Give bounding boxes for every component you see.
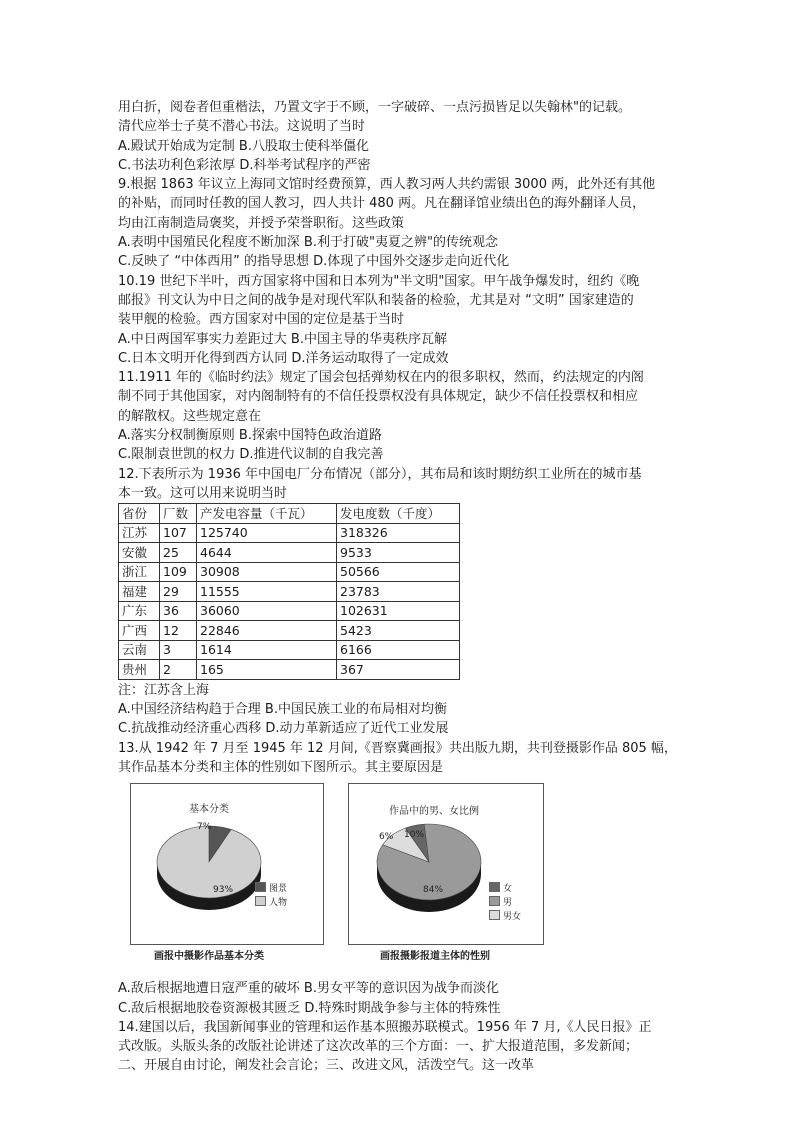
text-line: 9.根据 1863 年议立上海同文馆时经费预算，西人教习两人共约需银 3000 两，此外还有其他: [118, 177, 656, 193]
text-line: 式改版。头版头条的改版社论讲述了这次改革的三个方面：一、扩大报道范围，多发新闻；: [118, 1039, 639, 1055]
table-cell: 36: [160, 601, 197, 621]
table-row: [119, 601, 460, 621]
text-line: 本一致。这可以用来说明当时: [118, 485, 288, 501]
table-cell: 3: [160, 640, 197, 660]
text-line: 的补贴，而同时任教的国人教习，四人共计 480 两。凡在翻译馆业绩出色的海外翻译人员，: [118, 196, 646, 212]
table-cell: 广东: [119, 601, 160, 621]
option-line: C.抗战推动经济重心西移 D.动力革新适应了近代工业发展: [118, 721, 449, 737]
text-line: 制不同于其他国家，对内阁制特有的不信任投票权没有具体规定，缺少不信任投票权和相应: [118, 389, 639, 405]
legend-swatch: [489, 882, 500, 892]
table-row: [119, 582, 460, 602]
option-line: A.中国经济结构趋于合理 B.中国民族工业的布局相对均衡: [118, 702, 447, 718]
text-line: 11.1911 年的《临时约法》规定了国会包括弹劾权在内的很多职权，然而，约法规定的内阁: [118, 370, 644, 386]
pie-chart-svg: [131, 784, 323, 944]
table-cell: 福建: [119, 582, 160, 602]
legend-label: 女: [503, 884, 513, 895]
chart-title: 作品中的男、女比例: [389, 806, 479, 818]
text-line: 10.19 世纪下半叶，西方国家将中国和日本列为"半文明"国家。甲午战争爆发时，纽约《晚: [118, 273, 640, 289]
question-11: [118, 368, 678, 464]
chart-gender-ratio: [348, 783, 544, 945]
table-row: [119, 660, 460, 680]
table-cell: 6166: [337, 640, 460, 660]
pie-data-label: 6%: [379, 832, 394, 843]
table-cell: 22846: [197, 621, 337, 641]
text-line: 清代应举士子莫不潜心书法。这说明了当时: [118, 119, 366, 135]
text-line: 邮报》刊文认为中日之间的战争是对现代军队和装备的检验，尤其是对 “文明” 国家建造的: [118, 292, 634, 308]
table-cell: 102631: [337, 601, 460, 621]
table-cell: 50566: [337, 562, 460, 582]
legend-swatch: [255, 896, 266, 906]
legend-item: [489, 882, 521, 896]
table-cell: 广西: [119, 621, 160, 641]
legend-item: [489, 896, 521, 910]
table-cell: 1614: [197, 640, 337, 660]
text-line: 二、开展自由讨论，阐发社会言论；三、改进文风，活泼空气。这一改革: [118, 1058, 535, 1074]
table-cell: 125740: [197, 523, 337, 543]
legend-label: 男女: [503, 912, 522, 923]
text-line: 用白折，阅卷者但重楷法，乃置文字于不顾，一字破碎、一点污损皆足以失翰林"的记载。: [118, 100, 631, 115]
text-line: 的解散权。这些规定意在: [118, 408, 262, 424]
pie-data-label: 84%: [423, 885, 444, 896]
table-cell: 165: [197, 660, 337, 680]
option-line: A.落实分权制衡原则 B.探索中国特色政治道路: [118, 428, 382, 444]
pie-data-label: 93%: [213, 885, 234, 896]
legend-swatch: [255, 882, 266, 892]
option-line: A.中日两国军事实力差距过大 B.中国主导的华夷秩序瓦解: [118, 331, 447, 347]
table-cell: 36060: [197, 601, 337, 621]
legend-swatch: [489, 896, 500, 906]
option-line: C.日本文明开化得到西方认同 D.洋务运动取得了一定成效: [118, 350, 449, 366]
legend-label: 图景: [269, 884, 288, 895]
table-header-row: [119, 504, 460, 524]
exam-page: [118, 98, 678, 1076]
charts-figure: [118, 783, 678, 975]
legend-label: 人物: [269, 898, 288, 909]
chart-caption: 画报中摄影作品基本分类: [154, 951, 264, 963]
table-row: [119, 543, 460, 563]
table-header-cell: 省份: [119, 504, 160, 524]
option-line: C.敌后根据地胶卷资源极其匮乏 D.特殊时期战争参与主体的特殊性: [118, 1000, 501, 1016]
table-cell: 109: [160, 562, 197, 582]
table-row: [119, 523, 460, 543]
table-cell: 23783: [337, 582, 460, 602]
option-line: C.书法功利色彩浓厚 D.科举考试程序的严密: [118, 157, 371, 173]
chart-legend: [489, 882, 521, 924]
table-cell: 9533: [337, 543, 460, 563]
text-line: 12.下表所示为 1936 年中国电厂分布情况（部分），其布局和该时期纺织工业所在的城市基: [118, 466, 642, 482]
text-line: 装甲舰的检验。西方国家对中国的定位是基于当时: [118, 312, 405, 328]
option-line: A.殿试开始成为定制 B.八股取士使科举僵化: [118, 138, 369, 154]
option-line: C.限制袁世凯的权力 D.推进代议制的自我完善: [118, 447, 384, 463]
chart-legend: [255, 882, 287, 910]
text-line: 其作品基本分类和主体的性别如下图所示。其主要原因是: [118, 759, 444, 775]
table-cell: 12: [160, 621, 197, 641]
question-10: [118, 272, 678, 368]
table-header-cell: 发电度数（千度）: [337, 504, 460, 524]
question-9: [118, 175, 678, 271]
table-row: [119, 640, 460, 660]
table-cell: 318326: [337, 523, 460, 543]
question-12: [118, 465, 678, 739]
table-cell: 4644: [197, 543, 337, 563]
table-row: [119, 562, 460, 582]
table-cell: 浙江: [119, 562, 160, 582]
table-cell: 云南: [119, 640, 160, 660]
question-13: [118, 739, 678, 1018]
chart-title: 基本分类: [189, 804, 229, 816]
legend-label: 男: [503, 898, 513, 909]
table-cell: 江苏: [119, 523, 160, 543]
table-cell: 367: [337, 660, 460, 680]
legend-swatch: [489, 910, 500, 920]
question-14: [118, 1018, 678, 1076]
option-line: A.表明中国殖民化程度不断加深 B.利于打破"夷夏之辨"的传统观念: [118, 235, 498, 251]
pie-data-label: 10%: [404, 830, 425, 841]
legend-item: [489, 910, 521, 924]
option-line: A.敌后根据地遭日寇严重的破坏 B.男女平等的意识因为战争而淡化: [118, 981, 499, 997]
table-header-cell: 厂数: [160, 504, 197, 524]
pie-data-label: 7%: [197, 822, 212, 833]
table-note: 注：江苏含上海: [118, 682, 210, 698]
chart-caption: 画报摄影报道主体的性别: [380, 951, 490, 963]
table-cell: 贵州: [119, 660, 160, 680]
text-line: 均由江南制造局褒奖，并授予荣誉职衔。这些政策: [118, 215, 405, 231]
chart-basic-category: [130, 783, 324, 945]
table-cell: 5423: [337, 621, 460, 641]
table-header-cell: 产发电容量（千瓦）: [197, 504, 337, 524]
legend-item: [255, 882, 287, 896]
text-line: 14.建国以后，我国新闻事业的管理和运作基本照搬苏联模式。1956 年 7 月,《人民日报》正: [118, 1019, 652, 1035]
intro-text: [118, 98, 678, 175]
table-cell: 安徽: [119, 543, 160, 563]
table-row: [119, 621, 460, 641]
table-cell: 25: [160, 543, 197, 563]
table-cell: 107: [160, 523, 197, 543]
option-line: C.反映了 “中体西用” 的指导思想 D.体现了中国外交逐步走向近代化: [118, 254, 510, 270]
table-cell: 30908: [197, 562, 337, 582]
table-cell: 2: [160, 660, 197, 680]
table-cell: 11555: [197, 582, 337, 602]
table-cell: 29: [160, 582, 197, 602]
legend-item: [255, 896, 287, 910]
pie-slice-2: [157, 826, 261, 898]
text-line: 13.从 1942 年 7 月至 1945 年 12 月间,《晋察冀画报》共出版九期，共刊登摄影作品 805 幅，: [118, 740, 677, 756]
power-plant-table: [118, 503, 460, 680]
